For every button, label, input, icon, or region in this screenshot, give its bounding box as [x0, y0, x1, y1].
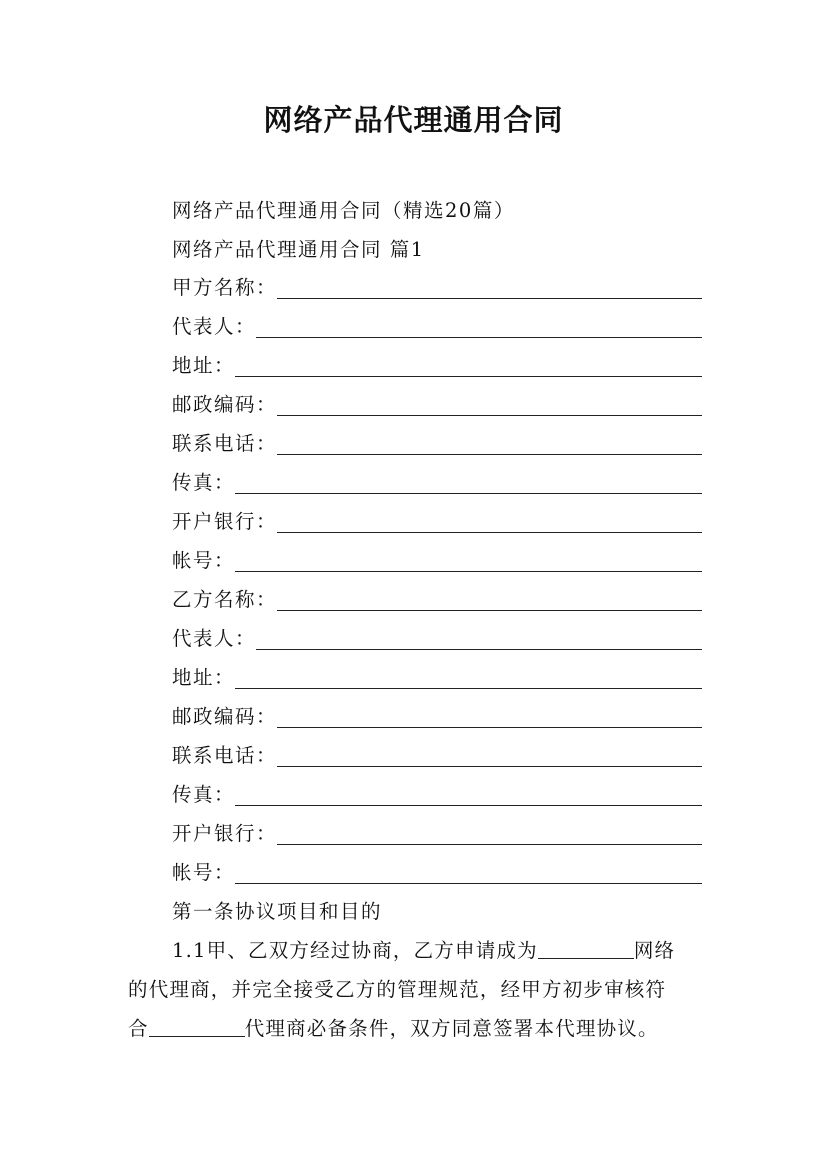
blank-line — [538, 938, 634, 959]
article-heading: 网络产品代理通用合同 篇1 — [172, 238, 425, 261]
blank-line — [277, 744, 702, 767]
clause-line — [128, 936, 702, 966]
party-b-postcode-field — [172, 702, 702, 732]
field-label: 邮政编码： — [172, 393, 278, 416]
blank-line — [256, 315, 702, 338]
blank-line — [149, 1016, 245, 1037]
party-b-account-field — [172, 858, 702, 888]
blank-line — [256, 627, 702, 650]
party-a-phone-field — [172, 429, 702, 459]
blank-line — [277, 432, 702, 455]
clause-line — [128, 1014, 702, 1044]
field-label: 帐号： — [172, 549, 236, 572]
clause-line — [128, 975, 702, 1005]
blank-line — [235, 549, 702, 572]
field-label: 开户银行： — [172, 822, 278, 845]
field-label: 开户银行： — [172, 510, 278, 533]
party-b-fax-field — [172, 780, 702, 810]
blank-line — [277, 276, 702, 299]
field-label: 传真： — [172, 471, 236, 494]
party-a-account-field — [172, 546, 702, 576]
blank-line — [277, 510, 702, 533]
clause-text: 网络 — [633, 939, 676, 962]
field-label: 帐号： — [172, 861, 236, 884]
party-a-address-field — [172, 351, 702, 381]
party-a-fax-field — [172, 468, 702, 498]
blank-line — [277, 588, 702, 611]
clause-text: 代理商必备条件，双方同意签署本代理协议。 — [244, 1017, 659, 1040]
field-label: 乙方名称： — [172, 588, 278, 611]
field-label: 传真： — [172, 783, 236, 806]
field-label: 代表人： — [172, 627, 257, 650]
field-label: 邮政编码： — [172, 705, 278, 728]
clause-text: 1.1甲、乙双方经过协商，乙方申请成为 — [172, 939, 538, 962]
party-b-address-field — [172, 663, 702, 693]
document-title: 网络产品代理通用合同 — [263, 103, 564, 137]
field-label: 联系电话： — [172, 744, 278, 767]
party-b-phone-field — [172, 741, 702, 771]
field-label: 地址： — [172, 354, 236, 377]
blank-line — [277, 393, 702, 416]
party-a-postcode-field — [172, 390, 702, 420]
document-subtitle: 网络产品代理通用合同（精选20篇） — [172, 199, 515, 222]
blank-line — [277, 822, 702, 845]
party-b-representative-field — [172, 624, 702, 654]
blank-line — [235, 471, 702, 494]
blank-line — [235, 861, 702, 884]
party-b-bank-field — [172, 819, 702, 849]
blank-line — [235, 354, 702, 377]
section-heading: 第一条协议项目和目的 — [172, 900, 383, 923]
blank-line — [277, 705, 702, 728]
clause-text: 合 — [128, 1017, 149, 1040]
party-a-bank-field — [172, 507, 702, 537]
party-a-name-field — [172, 273, 702, 303]
field-label: 地址： — [172, 666, 236, 689]
clause-text: 的代理商，并完全接受乙方的管理规范，经甲方初步审核符 — [128, 978, 667, 1001]
field-label: 联系电话： — [172, 432, 278, 455]
blank-line — [235, 666, 702, 689]
field-label: 甲方名称： — [172, 276, 278, 299]
field-label: 代表人： — [172, 315, 257, 338]
party-a-representative-field — [172, 312, 702, 342]
blank-line — [235, 783, 702, 806]
party-b-name-field — [172, 585, 702, 615]
